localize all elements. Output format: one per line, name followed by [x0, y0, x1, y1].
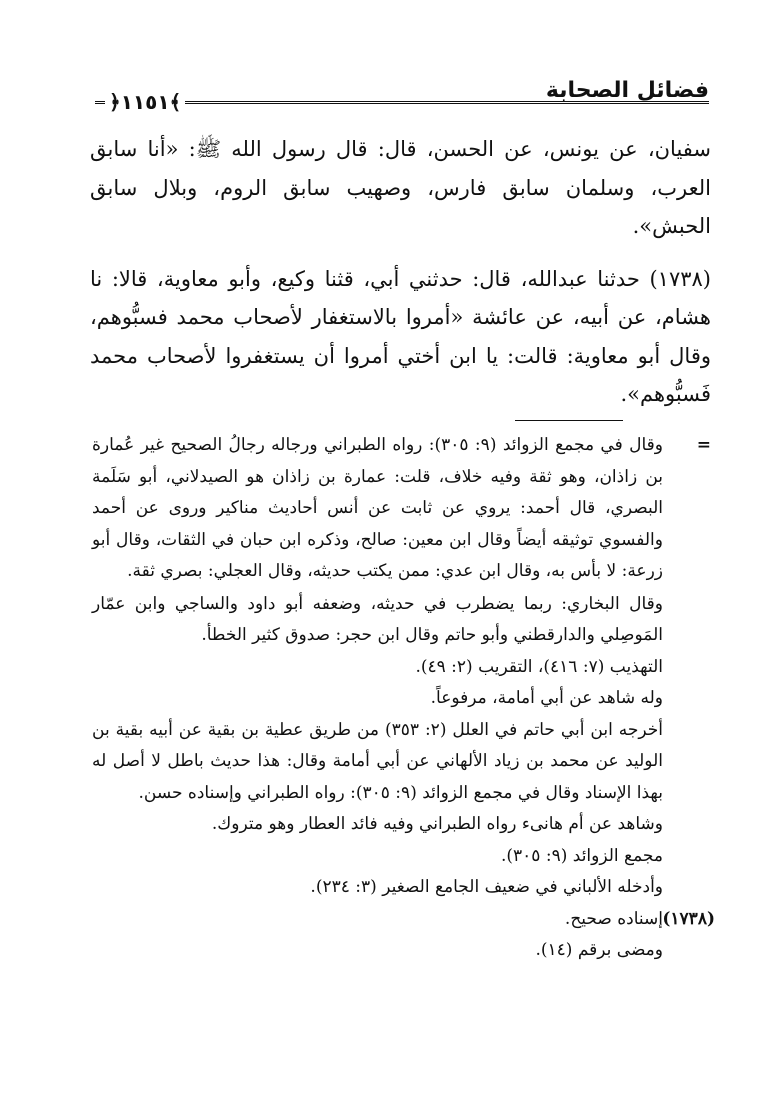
- main-text: [90, 130, 711, 414]
- footnote-block: وله شاهد عن أبي أمامة، مرفوعاً.: [430, 688, 663, 708]
- hadith-paragraph: (١٧٣٨) حدثنا عبدالله، قال: حدثني أبي، قثنا وكيع، وأبو معاوية، قالا: نا هشام، عن أبيه، عن عائشة «أمروا بالاستغفار لأصحاب محمد فسبُّوهم، وقال أبو معاوية: قالت: يا ابن أختي أمروا أن يستغفروا لأصحاب محمد فَسبُّوهم».: [90, 266, 711, 406]
- footnote-number: (١٧٣٨): [662, 908, 715, 929]
- footnote-note: [92, 904, 715, 936]
- footnote-text: وقال في مجمع الزوائد (٩: ٣٠٥): رواه الطبراني ورجاله رجالُ الصحيح غير عُمارة بن زاذان، وهو ثقة وفيه خلاف، قلت: عمارة بن زاذان هو الصيدلاني، أبو سَلَمة البصري، قال أحمد: يروي عن ثابت عن أنس أحاديث مناكير وروى عن أحمد والفسوي توثيقه أيضاً وقال ابن معين: صالح، وذكره ابن حبان في الثقات، وقال أبو زرعة: لا بأس به، وقال ابن عدي: ممن يكتب حديثه، وقال العجلي: بصري ثقة.: [92, 435, 663, 581]
- footnote-continuation-marker: =: [696, 435, 711, 455]
- footnote-block: [92, 430, 711, 588]
- footnote-block: ومضى برقم (١٤).: [535, 940, 663, 960]
- footnote-block: وأدخله الألباني في ضعيف الجامع الصغير (٣: ٢٣٤).: [310, 877, 663, 897]
- footnote-block: أخرجه ابن أبي حاتم في العلل (٢: ٣٥٣) من طريق عطية بن بقية عن أبيه بقية بن الوليد عن محمد بن زياد الألهاني عن أبي أمامة وقال: هذا حديث باطل لا أصل له بهذا الإسناد وقال في مجمع الزوائد (٩: ٣٠٥): رواه الطبراني وإسناده حسن.: [92, 719, 663, 803]
- footnote-separator: [515, 420, 623, 421]
- footnotes: [92, 430, 715, 967]
- footnote-block: مجمع الزوائد (٩: ٣٠٥).: [501, 845, 663, 866]
- footnote-block: التهذيب (٧: ٤١٦)، التقريب (٢: ٤٩).: [415, 656, 663, 677]
- main-paragraph: سفيان، عن يونس، عن الحسن، قال: قال رسول الله ﷺ: «أنا سابق العرب، وسلمان سابق فارس، وصهيب سابق الروم، وبلال سابق الحبش».: [90, 137, 711, 238]
- footnote-text: إسناده صحيح.: [564, 908, 663, 929]
- running-header-title: فضائل الصحابة: [545, 78, 709, 103]
- footnote-block: وشاهد عن أم هانىء رواه الطبراني وفيه فائد العطار وهو متروك.: [211, 814, 663, 834]
- header-rule: [95, 101, 709, 104]
- page-number: ﴿١١٥١﴾: [105, 92, 185, 112]
- footnote-block: وقال البخاري: ربما يضطرب في حديثه، وضعفه أبو داود والساجي وابن عمّار المَوصِلي والدارقطني وأبو حاتم وقال ابن حجر: صدوق كثير الخطأ.: [92, 593, 663, 645]
